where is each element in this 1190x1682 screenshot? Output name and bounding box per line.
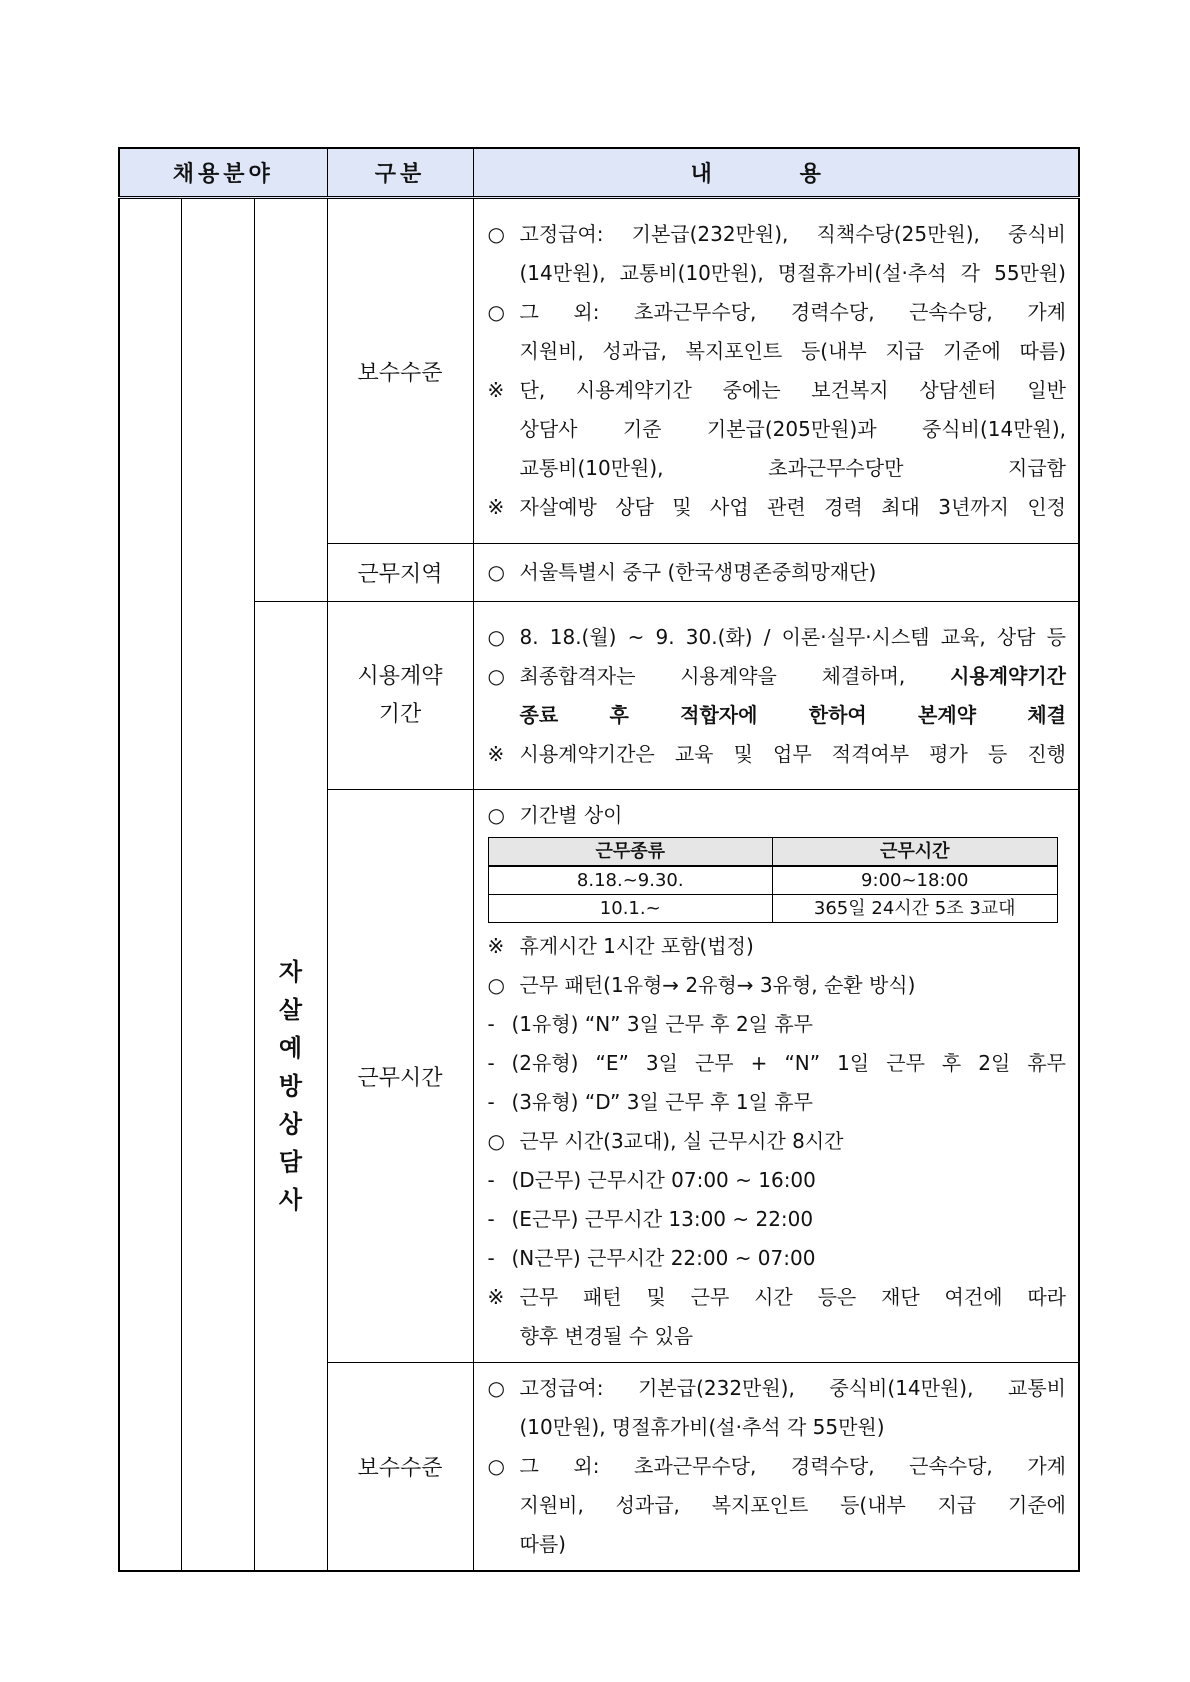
content-pay-level-2: ○ 고정급여: 기본급(232만원), 중식비(14만원), 교통비 (10만원), 명절휴가비(설·추석 각 55만원) ○ 그 외: 초과근무수당, 경력수당, 근속수당, 가계 지원비, 성과급, 복지포인트 등(내부 지급 기준에 따름) [473,1363,1079,1572]
shift-table [488,837,1058,923]
vertical-label-suicide-prevention-counselor: 자 살 예 방 상 담 사 [254,602,327,1572]
shift-table-header-hours: 근무시간 [773,838,1058,867]
header-category: 구분 [327,148,473,198]
blank-col-1 [119,198,181,1572]
table-row: 8.18.~9.30. 9:00~18:00 [488,866,1057,895]
category-pay-level: 보수수준 [327,198,473,544]
shift-table-header-type: 근무종류 [488,838,773,867]
category-probation: 시용계약 기간 [327,602,473,790]
content-pay-level: ○ 고정급여: 기본급(232만원), 직책수당(25만원), 중식비 (14만원), 교통비(10만원), 명절휴가비(설·추석 각 55만원) ○ 그 외: 초과근무수당, 경력수당, 근속수당, 가계 지원비, 성과급, 복지포인트 등(내부 지급 기준에 따름) ※ 단, 시용계약기간 중에는 보건복지 상담센터 일반 상담사 기준 기본급(205만원)과 중식비(14만원), 교통비(10만원), 초과근무수당만 지급함 ※ 자살예방 상담 및 사업 관련 경력 최대 3년까지 인정 [473,198,1079,544]
row-probation [119,602,1079,790]
category-work-hours: 근무시간 [327,790,473,1363]
recruitment-table-main [118,147,1080,1572]
category-pay-level-2: 보수수준 [327,1363,473,1572]
content-probation: ○ 8. 18.(월) ~ 9. 30.(화) / 이론·실무·시스템 교육, 상담 등 ○ 최종합격자는 시용계약을 체결하며, 시용계약기간 종료 후 적합자에 한하여 본계약 체결 ※ 시용계약기간은 교육 및 업무 적격여부 평가 등 진행 [473,602,1079,790]
content-work-location: ○ 서울특별시 중구 (한국생명존중희망재단) [473,544,1079,602]
content-work-hours: ○ 기간별 상이 근무종류 근무시간 8.18.~9.30. 9:00~18:00 10.1.~ 365일 24시간 5조 3교대 ※ 휴게시간 1시간 포함(법정) ○ 근무 패턴(1유형→ 2유형→ 3유형, 순환 방식) - (1유형) “N” 3일 근무 후 2일 휴무 - (2유형) “E” 3일 근무 + “N” 1일 근무 후 2일 휴무 - (3유형) “D” 3일 근무 후 1일 휴무 ○ 근무 시간(3교대), 실 근무시간 8시간 - (D근무) 근무시간 07:00 ~ 16:00 - (E근무) 근무시간 13:00 ~ 22:00 - (N근무) 근무시간 22:00 ~ 07:00 ※ 근무 패턴 및 근무 시간 등은 재단 여건에 따라 향후 변경될 수 있음 [473,790,1079,1363]
header-content: 내 용 [473,148,1079,198]
blank-col-2 [181,198,254,1572]
row-pay-level-1 [119,198,1079,544]
table-row: 10.1.~ 365일 24시간 5조 3교대 [488,895,1057,923]
category-work-location: 근무지역 [327,544,473,602]
header-recruit-field: 채용분야 [119,148,327,198]
blank-col-3 [254,198,327,602]
header-row [119,148,1079,198]
